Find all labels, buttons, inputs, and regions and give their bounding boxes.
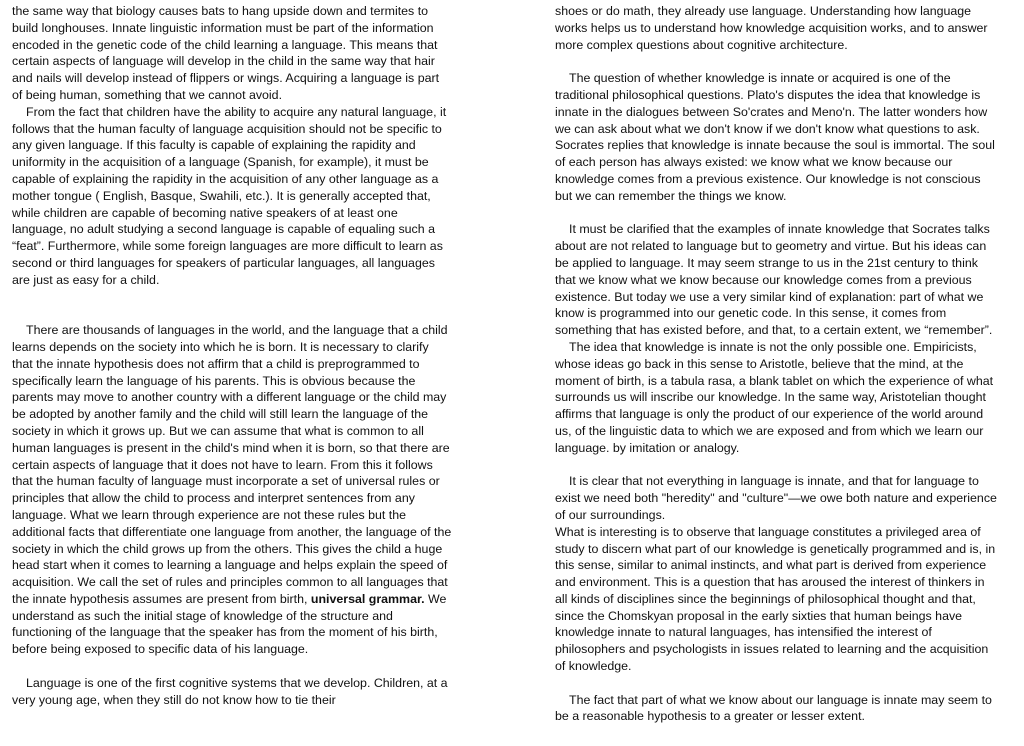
paragraph-socrates-examples: It must be clarified that the examples of innate knowledge that Socrates talks about are not related to language but to geometry and virtue. But his ideas can be applied to language. It may seem strange to us in the 21st century to think that we know what we know because our knowledge comes from a previous existence. But today we use a very similar kind of explanation: part of what we know is programmed into our genetic code. In this sense, it comes from something that has existed before, and that, to a certain extent, we “remember”. — [555, 222, 993, 338]
right-column — [555, 3, 1000, 725]
paragraph-text: There are thousands of languages in the world, and the language that a child learns depends on the society into which he is born. It is necessary to clarify that the innate hypothesis does not affirm that a child is preprogrammed to specifically learn the language of his parents. This is obvious because the parents may move to another country with a different language or the child may be adopted by another family and the child will still learn the language of the society in which it grows up. But we can assume that what is common to all human languages is present in the child's mind when it is born, so that there are certain aspects of language that it does not have to learn. From this it follows that the human faculty of language must incorporate a set of universal rules or principles that allow the child to process and interpret sentences from any language. What we learn through experience are not these rules but the additional facts that differentiate one language from another, the language of the society in which the child grows up from the others. This gives the child a huge head start when it comes to learning a language and helps explain the speed of acquisition. We call the set of rules and principles common to all languages that the innate hypothesis assumes are present from birth, — [12, 323, 452, 606]
paragraph-universal-grammar — [12, 322, 452, 658]
paragraph-cognitive-systems: Language is one of the first cognitive systems that we develop. Children, at a very young age, when they still do not know how to tie their — [12, 675, 448, 707]
paragraph-empiricists: The idea that knowledge is innate is not the only possible one. Empiricists, whose ideas go back in this sense to Aristotle, believe that the mind, at the moment of birth, is a tabula rasa, a blank tablet on which the experience of what surrounds us will inscribe our knowledge. In the same way, Aristotelian thought affirms that language is only the product of our experience of the world around us, of the linguistic data to which we are exposed and from which we learn our language. by imitation or analogy. — [555, 339, 994, 455]
paragraph-reasonable-hypothesis: The fact that part of what we know about our language is innate may seem to be a reasonable hypothesis to a greater or lesser extent. — [555, 692, 992, 724]
term-universal-grammar: universal grammar. — [310, 591, 425, 606]
paragraph-privileged-area: What is interesting is to observe that language constitutes a privileged area of study to discern what part of our knowledge is genetically programmed and is, in this sense, similar to animal instincts, and what part is derived from experience and environment. This is a question that has aroused the interest of thinkers in all kinds of disciplines since the beginnings of philosophical thought and that, since the Chomskyan proposal in the early sixties that human beings have knowledge innate to natural languages, has intensified the interest of philosophers and psychologists in issues related to learning and the acquisition of knowledge. — [555, 524, 996, 674]
paragraph-heredity-culture: It is clear that not everything in language is innate, and that for language to exist we need both "heredity" and "culture"—we owe both nature and experience of our surroundings. — [555, 474, 997, 522]
paragraph-innate-biology: the same way that biology causes bats to hang upside down and termites to build longhouses. Innate linguistic information must be part of the information encoded in the genetic code of the child learning a language. This means that certain aspects of language will develop in the child in the same way that hair and nails will develop instead of flippers or wings. Acquiring a language is part of being human, something that we cannot avoid. — [12, 4, 440, 102]
paragraph-text: We understand as such the initial stage of knowledge of the structure and functioning of the language that the speaker has from the moment of his birth, before being exposed to specific data of his language. — [12, 591, 447, 657]
paragraph-innate-or-acquired: The question of whether knowledge is innate or acquired is one of the traditional philosophical questions. Plato's disputes the idea that knowledge is innate in the dialogues between So'crates and Meno'n. The latter wonders how we can ask about what we don't know if we don't know what questions to ask. Socrates replies that knowledge is innate because the soul is immortal. The soul of each person has always existed: we know what we know because our knowledge comes from a previous existence. Our knowledge is not conscious but we can remember the things we know. — [555, 71, 995, 203]
left-column — [12, 3, 452, 708]
paragraph-any-language: From the fact that children have the ability to acquire any natural language, it follows that the human faculty of language acquisition should not be specific to any given language. If this faculty is capable of explaining the rapidity and uniformity in the acquisition of a language (Spanish, for example), it must be capable of explaining the rapidity in the acquisition of any other language as a mother tongue ( English, Basque, Swahili, etc.). It is generally accepted that, while children are capable of becoming native speakers of at least one language, no adult studying a second language is capable of equaling such a “feat”. Furthermore, while some foreign languages are more difficult to learn as second or third languages for speakers of particular languages, all languages are just as easy for a child. — [12, 104, 447, 287]
paragraph-continuation: shoes or do math, they already use language. Understanding how language works helps us to understand how knowledge acquisition works, and to answer more complex questions about cognitive architecture. — [555, 4, 988, 52]
